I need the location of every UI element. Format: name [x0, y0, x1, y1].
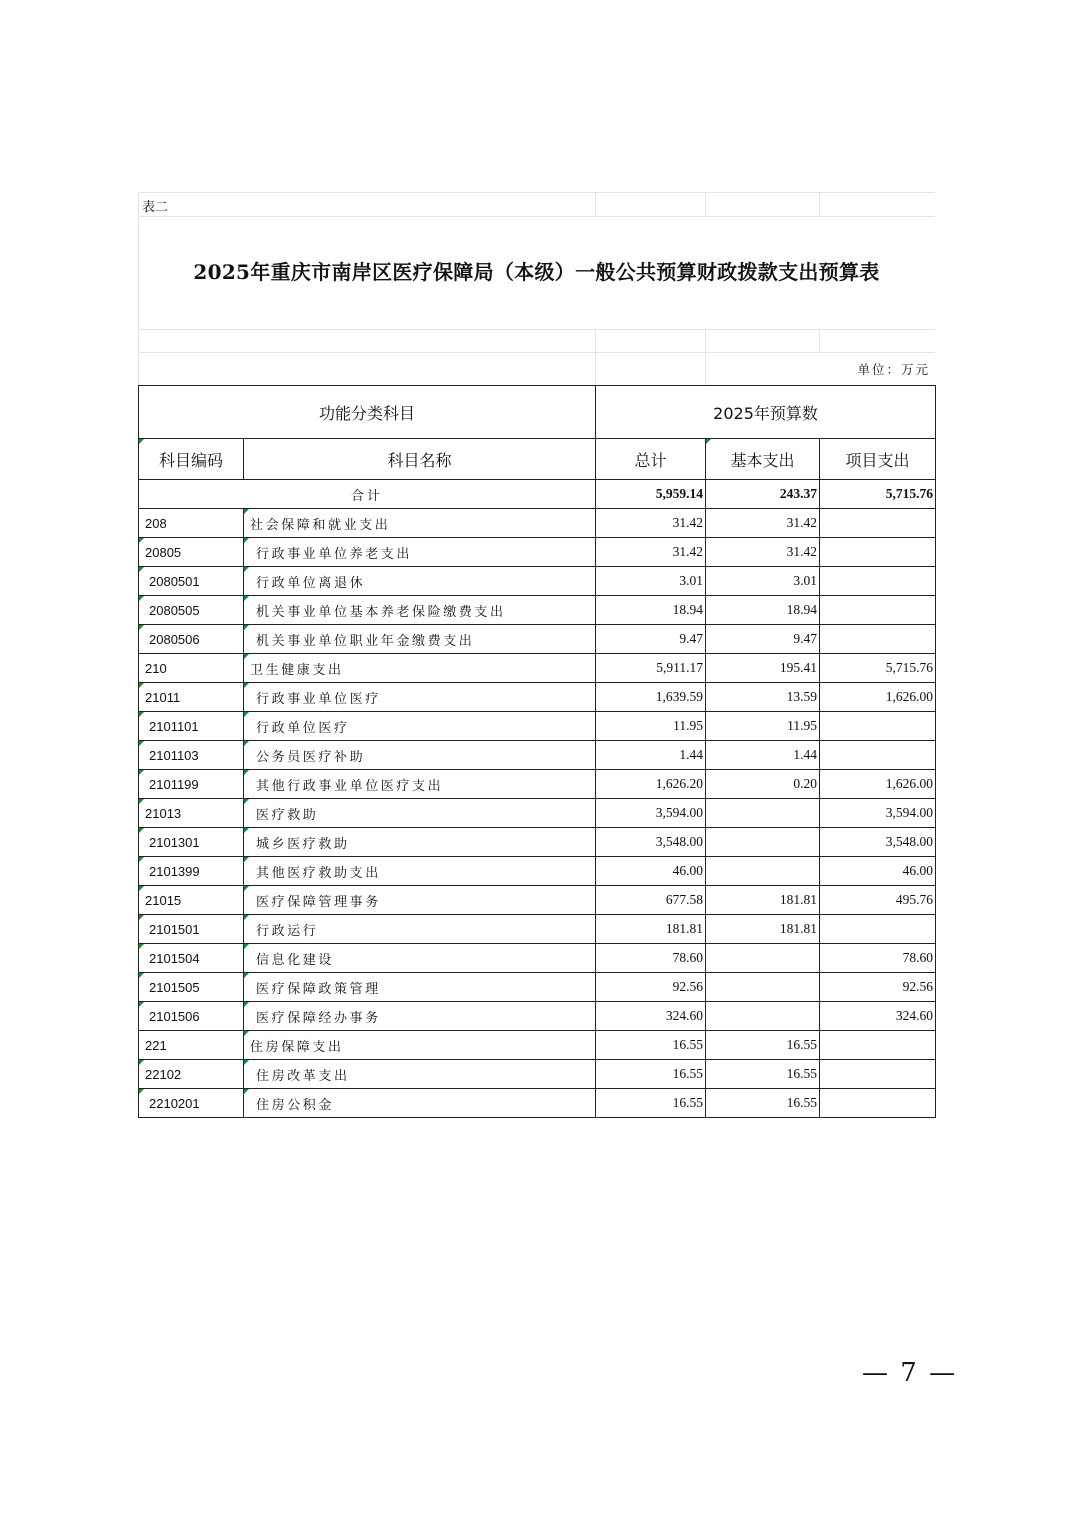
- unit-label: 单位：万元: [857, 362, 930, 377]
- row-basic: [706, 944, 820, 973]
- row-total: 1,639.59: [596, 683, 706, 712]
- row-basic: 16.55: [706, 1031, 820, 1060]
- row-name: 行政事业单位养老支出: [244, 538, 596, 567]
- row-total: 16.55: [596, 1060, 706, 1089]
- budget-sheet: [138, 192, 935, 1118]
- row-total: 78.60: [596, 944, 706, 973]
- row-basic: 16.55: [706, 1060, 820, 1089]
- header-project: 项目支出: [820, 439, 936, 480]
- row-total: 324.60: [596, 1002, 706, 1031]
- row-total: 677.58: [596, 886, 706, 915]
- total-label: 合计: [139, 480, 596, 509]
- header-name: 科目名称: [244, 439, 596, 480]
- row-project: [820, 1060, 936, 1089]
- row-basic: 31.42: [706, 538, 820, 567]
- row-basic: 16.55: [706, 1089, 820, 1118]
- row-total: 1.44: [596, 741, 706, 770]
- table-row: [139, 1002, 936, 1031]
- row-total: 5,911.17: [596, 654, 706, 683]
- table-row: [139, 944, 936, 973]
- table-row: [139, 770, 936, 799]
- row-basic: 0.20: [706, 770, 820, 799]
- row-name: 机关事业单位职业年金缴费支出: [244, 625, 596, 654]
- sheet-header-area: [138, 192, 935, 385]
- row-project: 92.56: [820, 973, 936, 1002]
- row-code: 2101301: [139, 828, 244, 857]
- table-row: [139, 973, 936, 1002]
- header-basic: 基本支出: [706, 439, 820, 480]
- row-name: 行政单位离退休: [244, 567, 596, 596]
- row-code: 2210201: [139, 1089, 244, 1118]
- table-row: [139, 857, 936, 886]
- row-name: 机关事业单位基本养老保险缴费支出: [244, 596, 596, 625]
- row-name: 医疗保障管理事务: [244, 886, 596, 915]
- row-project: 46.00: [820, 857, 936, 886]
- row-project: 1,626.00: [820, 770, 936, 799]
- row-name: 住房保障支出: [244, 1031, 596, 1060]
- row-project: 1,626.00: [820, 683, 936, 712]
- row-basic: 9.47: [706, 625, 820, 654]
- header-functional-classification: 功能分类科目: [139, 386, 596, 439]
- row-project: [820, 1031, 936, 1060]
- row-basic: [706, 799, 820, 828]
- row-project: 495.76: [820, 886, 936, 915]
- row-basic: [706, 828, 820, 857]
- table-row: [139, 538, 936, 567]
- row-name: 信息化建设: [244, 944, 596, 973]
- header-budget-2025: 2025年预算数: [596, 386, 936, 439]
- table-row: [139, 1031, 936, 1060]
- row-project: [820, 625, 936, 654]
- row-code: 2080501: [139, 567, 244, 596]
- table-row: [139, 625, 936, 654]
- row-total: 181.81: [596, 915, 706, 944]
- row-code: 2101505: [139, 973, 244, 1002]
- table-row: [139, 712, 936, 741]
- row-name: 其他医疗救助支出: [244, 857, 596, 886]
- row-basic: 195.41: [706, 654, 820, 683]
- row-name: 卫生健康支出: [244, 654, 596, 683]
- row-code: 2101199: [139, 770, 244, 799]
- row-name: 其他行政事业单位医疗支出: [244, 770, 596, 799]
- total-total: 5,959.14: [596, 480, 706, 509]
- row-basic: 181.81: [706, 886, 820, 915]
- header-row-group: [139, 386, 936, 439]
- row-name: 城乡医疗救助: [244, 828, 596, 857]
- row-name: 社会保障和就业支出: [244, 509, 596, 538]
- table-row: [139, 915, 936, 944]
- row-code: 21015: [139, 886, 244, 915]
- row-name: 行政事业单位医疗: [244, 683, 596, 712]
- row-total: 1,626.20: [596, 770, 706, 799]
- table-row: [139, 799, 936, 828]
- row-total: 3.01: [596, 567, 706, 596]
- row-total: 46.00: [596, 857, 706, 886]
- row-total: 11.95: [596, 712, 706, 741]
- table-row: [139, 828, 936, 857]
- total-row: [139, 480, 936, 509]
- row-basic: 1.44: [706, 741, 820, 770]
- row-project: [820, 741, 936, 770]
- page-title: 2025年重庆市南岸区医疗保障局（本级）一般公共预算财政拨款支出预算表: [193, 260, 880, 284]
- row-total: 31.42: [596, 509, 706, 538]
- table-row: [139, 886, 936, 915]
- row-name: 行政单位医疗: [244, 712, 596, 741]
- row-code: 22102: [139, 1060, 244, 1089]
- row-project: [820, 567, 936, 596]
- row-code: 2101103: [139, 741, 244, 770]
- row-total: 18.94: [596, 596, 706, 625]
- row-project: 324.60: [820, 1002, 936, 1031]
- page-number: — 7 —: [862, 1358, 958, 1388]
- table-row: [139, 1089, 936, 1118]
- row-project: [820, 712, 936, 741]
- header-code: 科目编码: [139, 439, 244, 480]
- row-total: 16.55: [596, 1031, 706, 1060]
- table-label: 表二: [142, 200, 169, 215]
- row-name: 行政运行: [244, 915, 596, 944]
- row-basic: [706, 973, 820, 1002]
- row-name: 公务员医疗补助: [244, 741, 596, 770]
- row-code: 2080505: [139, 596, 244, 625]
- row-code: 21013: [139, 799, 244, 828]
- row-project: [820, 915, 936, 944]
- row-basic: 18.94: [706, 596, 820, 625]
- row-basic: 3.01: [706, 567, 820, 596]
- row-project: [820, 596, 936, 625]
- row-basic: 13.59: [706, 683, 820, 712]
- row-total: 92.56: [596, 973, 706, 1002]
- table-row: [139, 596, 936, 625]
- row-name: 医疗保障政策管理: [244, 973, 596, 1002]
- table-row: [139, 741, 936, 770]
- table-row: [139, 567, 936, 596]
- row-basic: [706, 1002, 820, 1031]
- table-row: [139, 683, 936, 712]
- row-name: 住房改革支出: [244, 1060, 596, 1089]
- row-project: [820, 509, 936, 538]
- row-name: 医疗保障经办事务: [244, 1002, 596, 1031]
- row-basic: 181.81: [706, 915, 820, 944]
- row-code: 210: [139, 654, 244, 683]
- row-project: 3,594.00: [820, 799, 936, 828]
- row-basic: 11.95: [706, 712, 820, 741]
- row-code: 2080506: [139, 625, 244, 654]
- row-name: 医疗救助: [244, 799, 596, 828]
- row-project: [820, 538, 936, 567]
- row-code: 2101506: [139, 1002, 244, 1031]
- row-code: 2101399: [139, 857, 244, 886]
- total-project: 5,715.76: [820, 480, 936, 509]
- row-project: 3,548.00: [820, 828, 936, 857]
- row-total: 16.55: [596, 1089, 706, 1118]
- row-project: [820, 1089, 936, 1118]
- table-row: [139, 1060, 936, 1089]
- budget-table: [138, 385, 936, 1118]
- row-code: 2101101: [139, 712, 244, 741]
- row-code: 221: [139, 1031, 244, 1060]
- row-project: 5,715.76: [820, 654, 936, 683]
- row-total: 3,548.00: [596, 828, 706, 857]
- row-code: 20805: [139, 538, 244, 567]
- row-name: 住房公积金: [244, 1089, 596, 1118]
- row-basic: [706, 857, 820, 886]
- row-code: 2101504: [139, 944, 244, 973]
- row-total: 9.47: [596, 625, 706, 654]
- row-project: 78.60: [820, 944, 936, 973]
- table-row: [139, 654, 936, 683]
- table-row: [139, 509, 936, 538]
- row-code: 2101501: [139, 915, 244, 944]
- header-row-columns: [139, 439, 936, 480]
- row-code: 208: [139, 509, 244, 538]
- header-total: 总计: [596, 439, 706, 480]
- row-total: 31.42: [596, 538, 706, 567]
- row-total: 3,594.00: [596, 799, 706, 828]
- total-basic: 243.37: [706, 480, 820, 509]
- row-basic: 31.42: [706, 509, 820, 538]
- row-code: 21011: [139, 683, 244, 712]
